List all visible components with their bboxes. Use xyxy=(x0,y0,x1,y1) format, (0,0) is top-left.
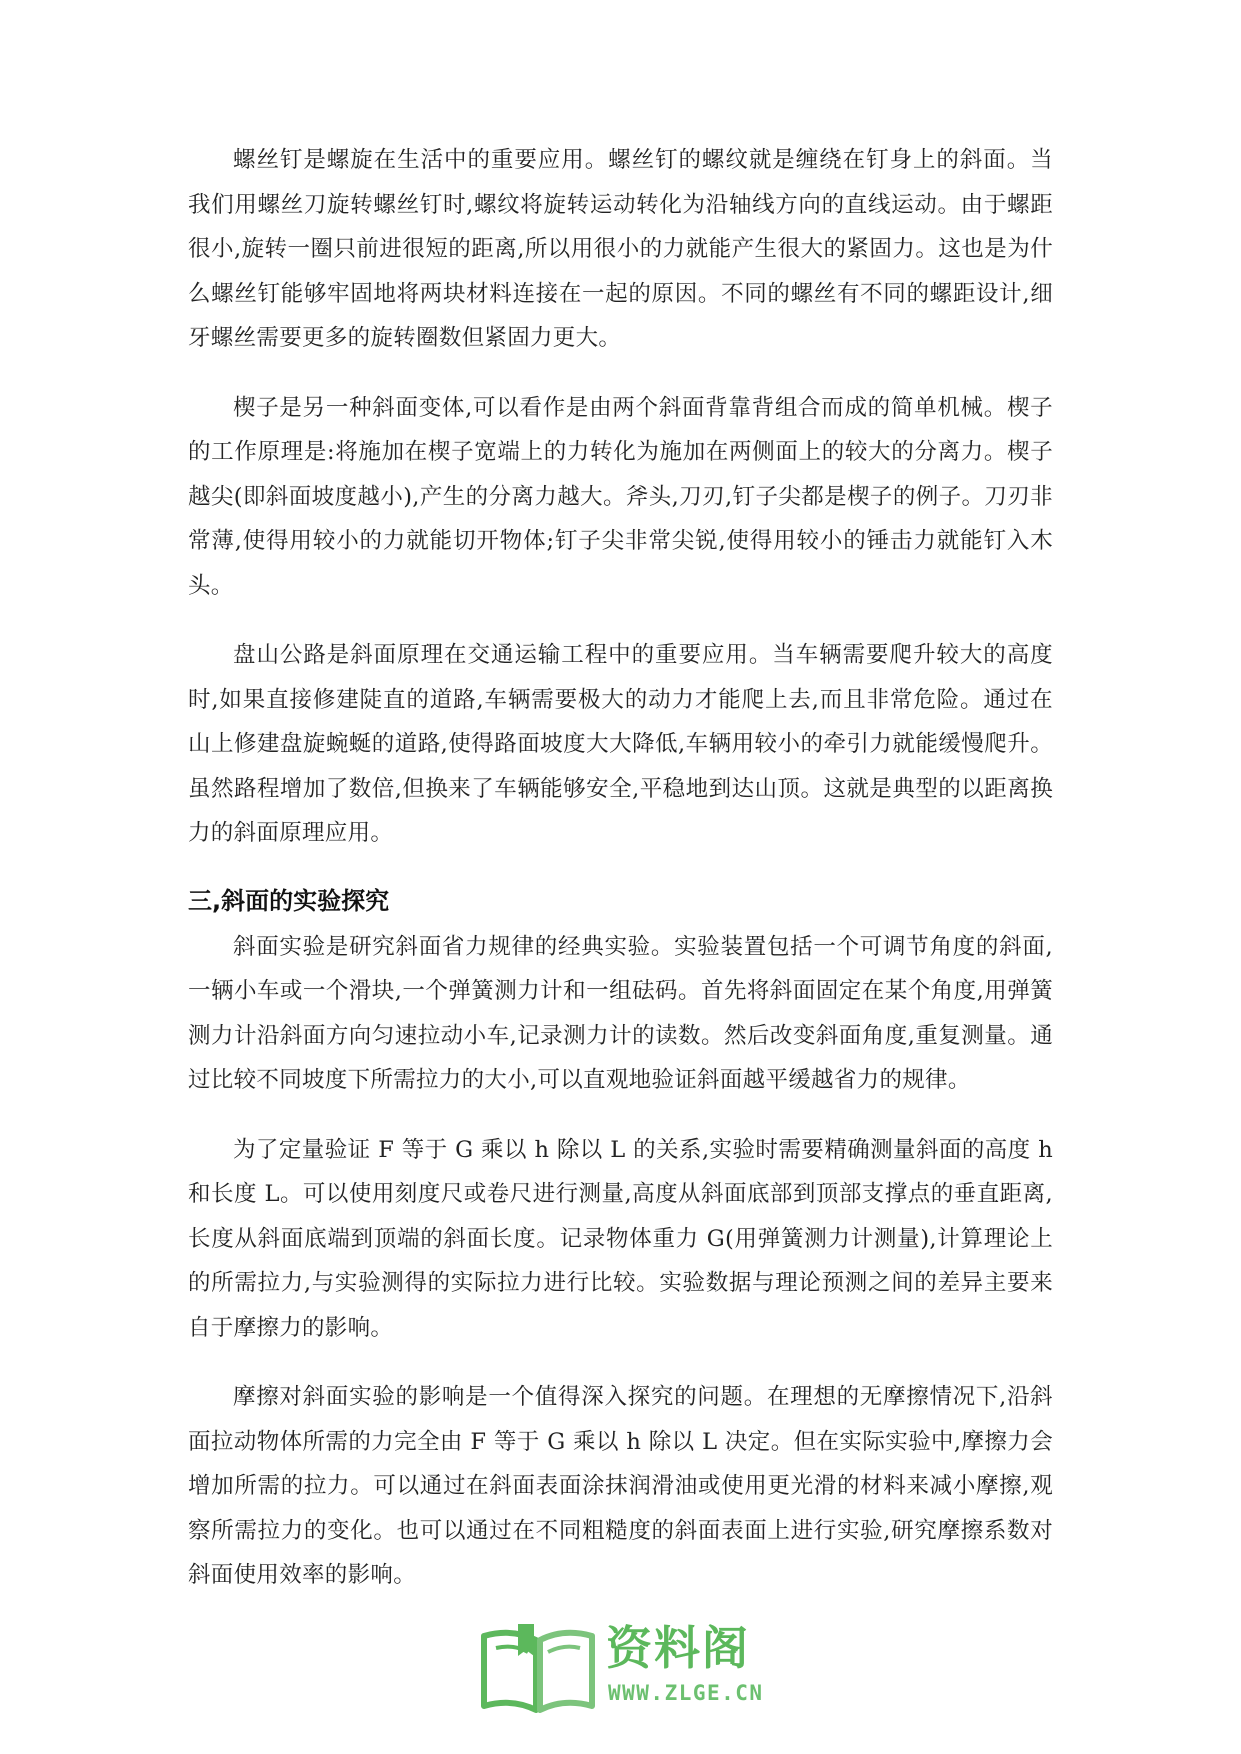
paragraph-mountain-road: 盘山公路是斜面原理在交通运输工程中的重要应用。当车辆需要爬升较大的高度时,如果直接修建陡直的道路,车辆需要极大的动力才能爬上去,而且非常危险。通过在山上修建盘旋蜿蜒的道路,使得路面坡度大大降低,车辆用较小的牵引力就能缓慢爬升。虽然路程增加了数倍,但换来了车辆能够安全,平稳地到达山顶。这就是典型的以距离换力的斜面原理应用。 xyxy=(188,642,1053,846)
paragraph-friction: 摩擦对斜面实验的影响是一个值得深入探究的问题。在理想的无摩擦情况下,沿斜面拉动物体所需的力完全由 F 等于 G 乘以 h 除以 L 决定。但在实际实验中,摩擦力会增加所需的拉力。可以通过在斜面表面涂抹润滑油或使用更光滑的材料来减小摩擦,观察所需拉力的变化。也可以通过在不同粗糙度的斜面表面上进行实验,研究摩擦系数对斜面使用效率的影响。 xyxy=(188,1384,1053,1588)
book-icon xyxy=(478,1622,598,1714)
paragraph-screw: 螺丝钉是螺旋在生活中的重要应用。螺丝钉的螺纹就是缠绕在钉身上的斜面。当我们用螺丝刀旋转螺丝钉时,螺纹将旋转运动转化为沿轴线方向的直线运动。由于螺距很小,旋转一圈只前进很短的距离,所以用很小的力就能产生很大的紧固力。这也是为什么螺丝钉能够牢固地将两块材料连接在一起的原因。不同的螺丝有不同的螺距设计,细牙螺丝需要更多的旋转圈数但紧固力更大。 xyxy=(188,147,1053,351)
watermark-logo xyxy=(478,1618,778,1718)
paragraph-experiment: 斜面实验是研究斜面省力规律的经典实验。实验装置包括一个可调节角度的斜面,一辆小车或一个滑块,一个弹簧测力计和一组砝码。首先将斜面固定在某个角度,用弹簧测力计沿斜面方向匀速拉动小车,记录测力计的读数。然后改变斜面角度,重复测量。通过比较不同坡度下所需拉力的大小,可以直观地验证斜面越平缓越省力的规律。 xyxy=(188,933,1053,1093)
watermark-name: 资料阁 xyxy=(606,1621,750,1675)
paragraph-wedge: 楔子是另一种斜面变体,可以看作是由两个斜面背靠背组合而成的简单机械。楔子的工作原理是:将施加在楔子宽端上的力转化为施加在两侧面上的较大的分离力。楔子越尖(即斜面坡度越小),产生的分离力越大。斧头,刀刃,钉子尖都是楔子的例子。刀刃非常薄,使得用较小的力就能切开物体;钉子尖非常尖锐,使得用较小的锤击力就能钉入木头。 xyxy=(188,394,1053,599)
section-heading: 三,斜面的实验探究 xyxy=(188,886,390,915)
paragraph-quantitative: 为了定量验证 F 等于 G 乘以 h 除以 L 的关系,实验时需要精确测量斜面的高度 h 和长度 L。可以使用刻度尺或卷尺进行测量,高度从斜面底部到顶部支撑点的垂直距离,长度从斜面底端到顶端的斜面长度。记录物体重力 G(用弹簧测力计测量),计算理论上的所需拉力,与实验测得的实际拉力进行比较。实验数据与理论预测之间的差异主要来自于摩擦力的影响。 xyxy=(188,1136,1053,1341)
document-body xyxy=(188,138,1053,1623)
watermark-url: WWW.ZLGE.CN xyxy=(608,1681,764,1705)
